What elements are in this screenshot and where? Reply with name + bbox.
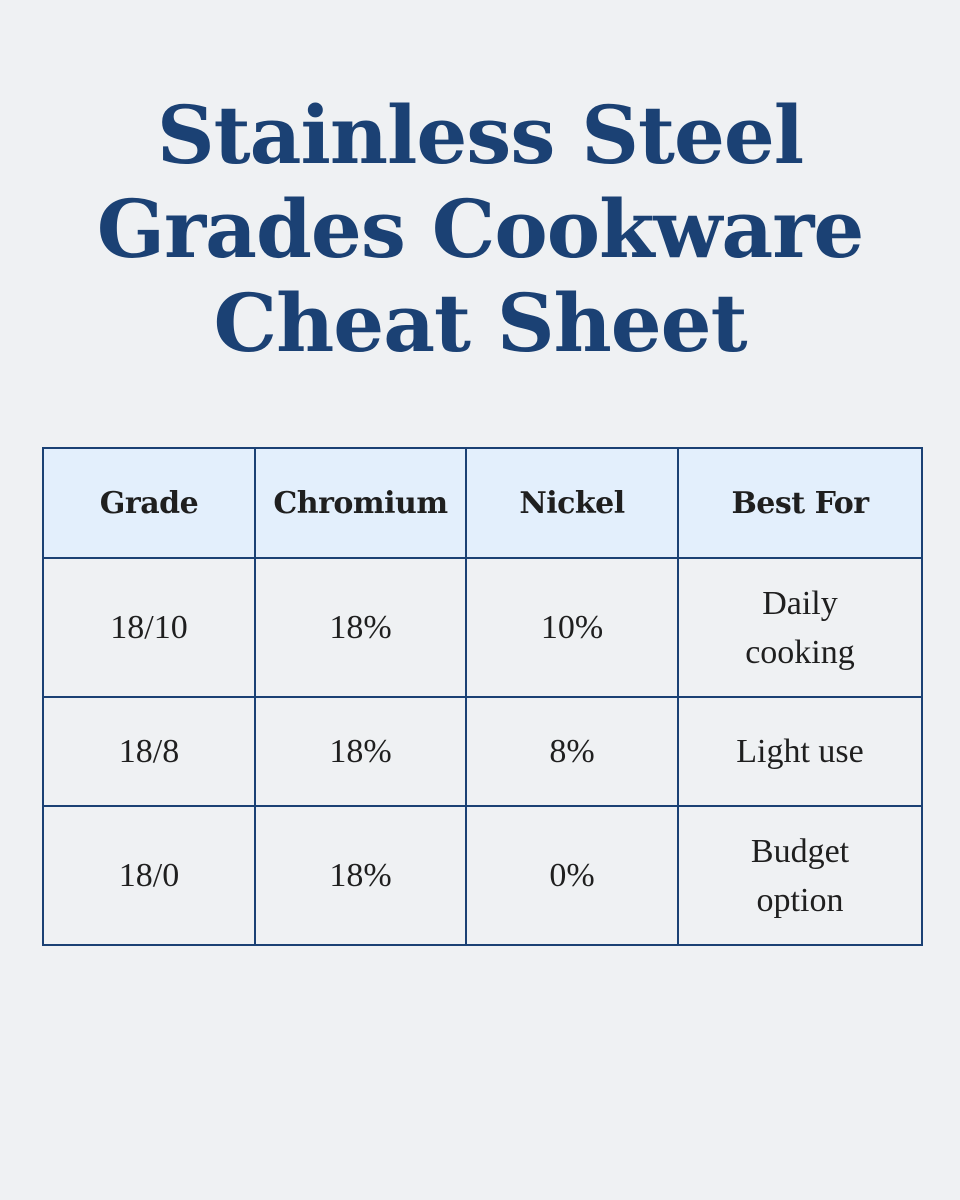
- grade-comparison-table: [42, 447, 923, 946]
- cell-best-for: [678, 806, 922, 945]
- table-row: [43, 697, 922, 806]
- title-line-1: Stainless Steel: [156, 88, 804, 182]
- cell-chromium: 18%: [255, 697, 466, 806]
- cell-grade: 18/0: [43, 806, 255, 945]
- cell-best-for: [678, 558, 922, 697]
- header-best-for: Best For: [678, 448, 922, 558]
- cell-chromium: 18%: [255, 806, 466, 945]
- cell-grade: 18/10: [43, 558, 255, 697]
- header-grade: Grade: [43, 448, 255, 558]
- table-row: [43, 806, 922, 945]
- header-chromium: Chromium: [255, 448, 466, 558]
- best-for-text: Light use: [736, 733, 864, 770]
- title-line-3: Cheat Sheet: [213, 276, 747, 370]
- cell-best-for: [678, 697, 922, 806]
- title-line-2: Grades Cookware: [96, 182, 864, 276]
- cell-grade: 18/8: [43, 697, 255, 806]
- cell-nickel: 8%: [466, 697, 678, 806]
- header-nickel: Nickel: [466, 448, 678, 558]
- best-for-text: Daily cooking: [745, 584, 855, 671]
- page-title: [40, 88, 920, 370]
- cell-chromium: 18%: [255, 558, 466, 697]
- cell-nickel: 0%: [466, 806, 678, 945]
- table-row: [43, 558, 922, 697]
- table-header-row: [43, 448, 922, 558]
- best-for-text: Budget option: [750, 832, 850, 919]
- cell-nickel: 10%: [466, 558, 678, 697]
